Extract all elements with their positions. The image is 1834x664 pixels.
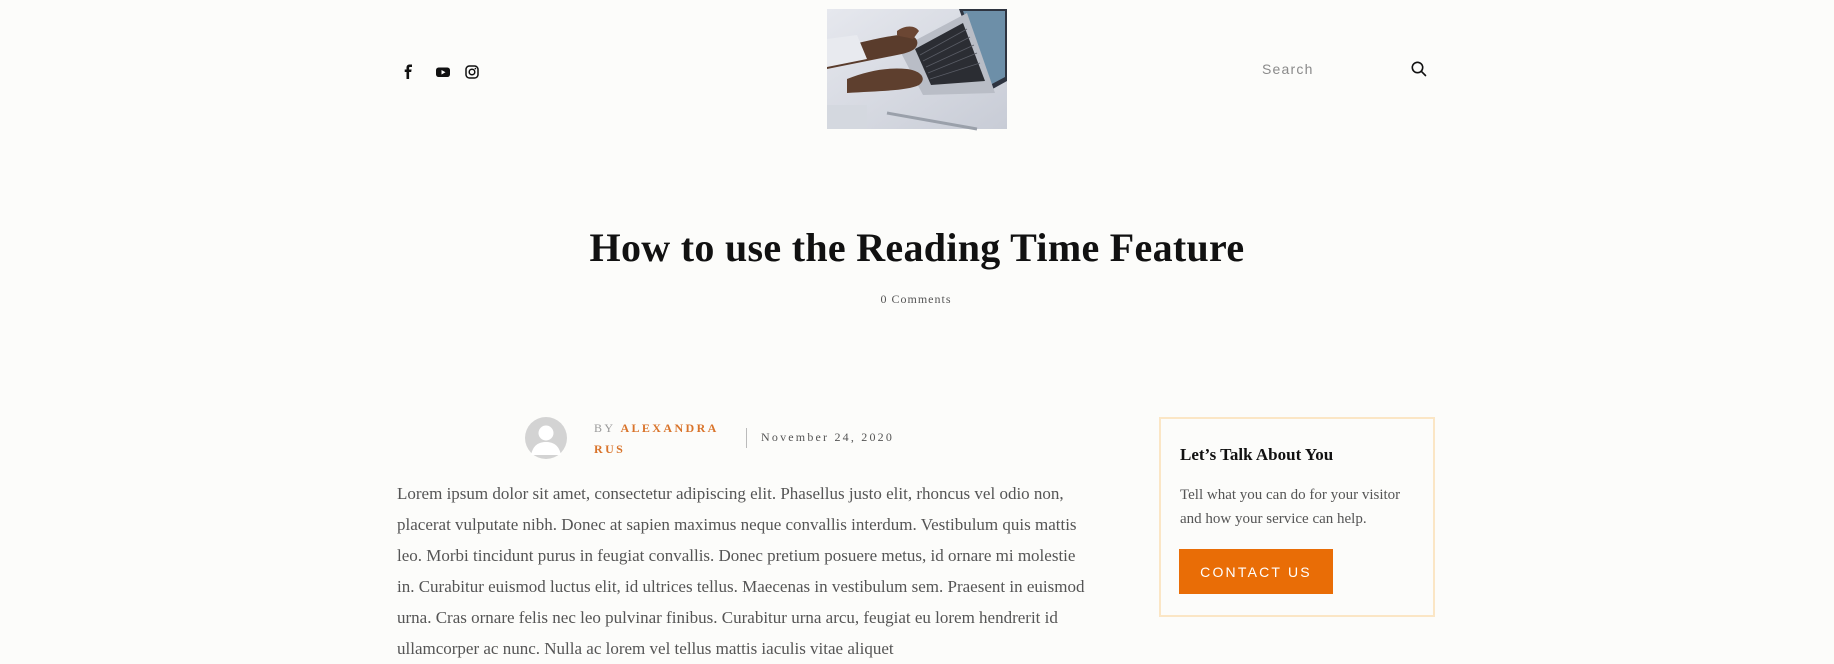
- by-label: BY: [594, 421, 616, 435]
- comments-link[interactable]: 0 Comments: [880, 292, 952, 306]
- search-box: [1262, 58, 1430, 80]
- search-input[interactable]: [1262, 58, 1402, 80]
- widget-title: Let’s Talk About You: [1180, 445, 1334, 464]
- post-body: Lorem ipsum dolor sit amet, consectetur adipiscing elit. Phasellus justo elit, rhoncus vel odio non, placerat vulputate nibh. Donec at sapien maximus neque convallis interdum. Vestibulum quis mattis leo. Morbi tincidunt purus in feugiat convallis. Donec pretium posuere metus, id ornare mi molestie in. Curabitur euismod luctus elit, id ultrices tellus. Maecenas in vestibulum sem. Praesent in euismod urna. Cras ornare felis nec leo pulvinar finibus. Curabitur urna arcu, feugiat eu lorem hendrerit id ullamcorper ac nunc. Nulla ac lorem vel tellus mattis iaculis vitae aliquet: [397, 484, 1085, 658]
- youtube-link[interactable]: [434, 63, 452, 81]
- social-links: [400, 63, 481, 81]
- facebook-icon: [400, 63, 418, 81]
- avatar-placeholder-icon: [525, 417, 567, 459]
- byline: [594, 418, 734, 460]
- widget-text: Tell what you can do for your visitor and how your service can help.: [1180, 487, 1401, 527]
- contact-us-button[interactable]: CONTACT US: [1179, 549, 1333, 594]
- facebook-link[interactable]: [400, 63, 418, 81]
- post-title: How to use the Reading Time Feature: [589, 225, 1245, 270]
- author-avatar[interactable]: [525, 417, 567, 459]
- header-image: [827, 9, 1007, 129]
- contact-widget: [1159, 417, 1435, 617]
- post-date: November 24, 2020: [761, 430, 895, 444]
- instagram-icon: [463, 63, 481, 81]
- youtube-icon: [434, 63, 452, 81]
- laptop-photo: [827, 9, 1007, 129]
- meta-divider: [746, 428, 747, 448]
- author-link[interactable]: ALEXANDRA RUS: [594, 421, 719, 456]
- instagram-link[interactable]: [463, 63, 481, 81]
- search-icon[interactable]: [1410, 60, 1428, 78]
